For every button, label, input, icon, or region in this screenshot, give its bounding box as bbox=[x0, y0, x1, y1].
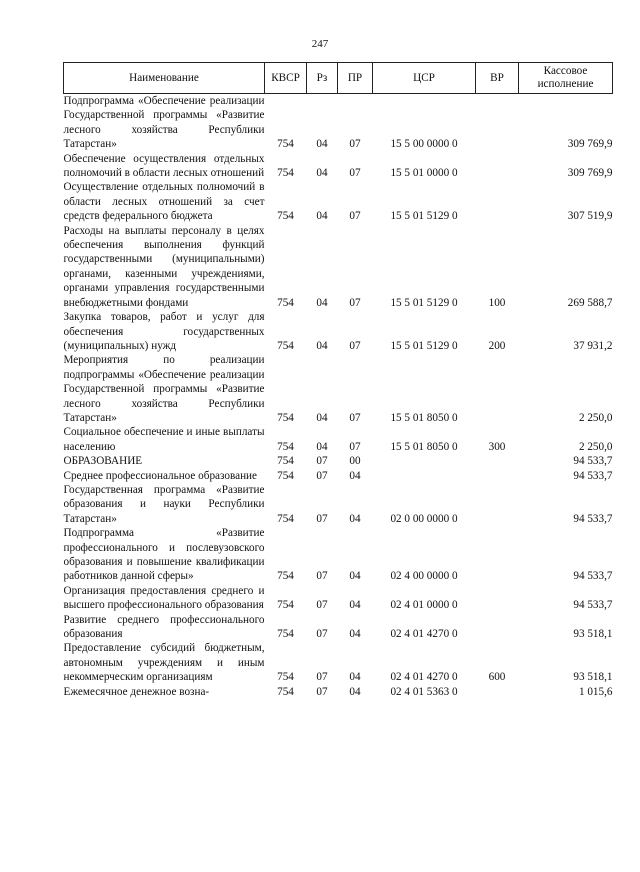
row-rz: 04 bbox=[316, 138, 328, 151]
header-sum: Кассовое исполнение bbox=[519, 63, 613, 94]
row-pr: 07 bbox=[349, 210, 361, 223]
row-vr bbox=[476, 152, 519, 181]
row-csr: 15 5 01 5129 0 bbox=[390, 296, 458, 309]
row-kvsr: 754 bbox=[277, 440, 294, 453]
row-rz: 07 bbox=[316, 671, 328, 684]
row-rz: 04 bbox=[316, 411, 328, 424]
row-pr: 04 bbox=[349, 599, 361, 612]
row-csr: 02 0 00 0000 0 bbox=[390, 512, 458, 525]
row-vr bbox=[476, 613, 519, 642]
row-sum: 94 533,7 bbox=[573, 512, 613, 525]
row-vr bbox=[476, 94, 519, 152]
row-csr: 02 4 01 4270 0 bbox=[390, 628, 458, 641]
row-rz: 04 bbox=[316, 440, 328, 453]
row-name: Подпрограмма «Развитие профессионального и послевузовского образования и повышение квалификации работников данной сферы» bbox=[63, 527, 265, 583]
row-kvsr: 754 bbox=[277, 210, 294, 223]
row-name: Развитие среднего профессионального образования bbox=[63, 613, 265, 641]
table-header-row bbox=[64, 63, 613, 94]
row-kvsr: 754 bbox=[277, 411, 294, 424]
row-vr: 100 bbox=[488, 296, 506, 309]
row-kvsr: 754 bbox=[277, 671, 294, 684]
table-row bbox=[64, 224, 613, 310]
row-name: Социальное обеспечение и иные выплаты населению bbox=[63, 426, 265, 453]
table-row bbox=[64, 152, 613, 181]
row-vr bbox=[476, 584, 519, 613]
row-csr: 02 4 01 4270 0 bbox=[390, 671, 458, 684]
row-sum: 307 519,9 bbox=[567, 210, 613, 223]
row-name: Предоставление субсидий бюджетным, автономным учреждениям и иным некоммерческим организациям bbox=[63, 642, 265, 684]
row-csr bbox=[373, 469, 476, 483]
row-sum: 269 588,7 bbox=[567, 296, 613, 309]
row-csr: 15 5 01 5129 0 bbox=[390, 210, 458, 223]
row-vr bbox=[476, 180, 519, 223]
table-row bbox=[64, 469, 613, 483]
row-sum: 94 533,7 bbox=[573, 599, 613, 612]
row-pr: 04 bbox=[349, 671, 361, 684]
row-kvsr: 754 bbox=[277, 570, 294, 583]
row-name: Подпрограмма «Обеспечение реализации Государственной программы «Развитие лесного хозяйства Республики Татарстан» bbox=[63, 95, 265, 151]
row-pr: 07 bbox=[349, 339, 361, 352]
header-kvsr: КВСР bbox=[265, 63, 307, 94]
row-vr bbox=[476, 526, 519, 584]
header-rz: Рз bbox=[307, 63, 338, 94]
row-pr: 04 bbox=[349, 628, 361, 641]
row-name: Организация предоставления среднего и высшего профессионального образования bbox=[63, 584, 265, 612]
row-name: Среднее профессиональное образование bbox=[63, 469, 258, 482]
header-csr: ЦСР bbox=[373, 63, 476, 94]
row-kvsr: 754 bbox=[277, 685, 294, 698]
row-pr: 07 bbox=[349, 167, 361, 180]
row-pr: 00 bbox=[349, 455, 361, 468]
row-rz: 07 bbox=[316, 599, 328, 612]
page-number: 247 bbox=[311, 38, 329, 50]
row-sum: 309 769,9 bbox=[567, 138, 613, 151]
row-sum: 2 250,0 bbox=[578, 440, 613, 453]
row-csr: 15 5 01 5129 0 bbox=[390, 339, 458, 352]
header-pr: ПР bbox=[338, 63, 373, 94]
row-kvsr: 754 bbox=[277, 628, 294, 641]
row-sum: 94 533,7 bbox=[573, 570, 613, 583]
table-row bbox=[64, 584, 613, 613]
table-row bbox=[64, 353, 613, 425]
table-row bbox=[64, 94, 613, 152]
row-name: Ежемесячное денежное возна- bbox=[63, 685, 210, 698]
row-vr bbox=[476, 685, 519, 699]
row-kvsr: 754 bbox=[277, 455, 294, 468]
row-pr: 07 bbox=[349, 138, 361, 151]
table-row bbox=[64, 613, 613, 642]
row-csr bbox=[373, 454, 476, 468]
row-kvsr: 754 bbox=[277, 339, 294, 352]
row-kvsr: 754 bbox=[277, 512, 294, 525]
row-sum: 1 015,6 bbox=[578, 685, 613, 698]
row-csr: 15 5 01 8050 0 bbox=[390, 411, 458, 424]
row-rz: 04 bbox=[316, 167, 328, 180]
row-csr: 02 4 01 0000 0 bbox=[390, 599, 458, 612]
row-rz: 07 bbox=[316, 455, 328, 468]
header-name: Наименование bbox=[64, 63, 265, 94]
row-name: Государственная программа «Развитие образования и науки Республики Татарстан» bbox=[63, 483, 265, 525]
row-csr: 02 4 00 0000 0 bbox=[390, 570, 458, 583]
row-rz: 07 bbox=[316, 570, 328, 583]
table-row bbox=[64, 685, 613, 699]
row-rz: 07 bbox=[316, 469, 328, 482]
row-pr: 07 bbox=[349, 440, 361, 453]
row-rz: 07 bbox=[316, 512, 328, 525]
row-rz: 07 bbox=[316, 628, 328, 641]
row-csr: 15 5 01 8050 0 bbox=[390, 440, 458, 453]
table-row bbox=[64, 483, 613, 526]
table-row bbox=[64, 180, 613, 223]
row-name: Осуществление отдельных полномочий в области лесных отношений за счет средств федерального бюджета bbox=[63, 181, 265, 223]
row-kvsr: 754 bbox=[277, 469, 294, 482]
row-kvsr: 754 bbox=[277, 167, 294, 180]
row-sum: 94 533,7 bbox=[573, 469, 613, 482]
budget-execution-table bbox=[63, 62, 613, 699]
row-rz: 07 bbox=[316, 685, 328, 698]
row-name: Закупка товаров, работ и услуг для обеспечения государственных (муниципальных) нужд bbox=[63, 311, 265, 352]
row-sum: 309 769,9 bbox=[567, 167, 613, 180]
row-pr: 04 bbox=[349, 685, 361, 698]
row-pr: 04 bbox=[349, 570, 361, 583]
row-rz: 04 bbox=[316, 210, 328, 223]
row-kvsr: 754 bbox=[277, 599, 294, 612]
row-name: Расходы на выплаты персоналу в целях обеспечения выполнения функций государственными (муниципальными) органами, казенными учреждениями, органами управления государственными внебюджетными фондами bbox=[63, 224, 265, 309]
row-sum: 94 533,7 bbox=[573, 455, 613, 468]
table-row bbox=[64, 425, 613, 454]
row-vr bbox=[476, 483, 519, 526]
row-pr: 07 bbox=[349, 296, 361, 309]
row-sum: 93 518,1 bbox=[573, 628, 613, 641]
row-name: Мероприятия по реализации подпрограммы «Обеспечение реализации Государственной программы «Развитие лесного хозяйства Республики Татарстан» bbox=[63, 354, 265, 424]
row-sum: 37 931,2 bbox=[573, 339, 613, 352]
row-pr: 04 bbox=[349, 469, 361, 482]
table-row bbox=[64, 526, 613, 584]
row-vr bbox=[476, 353, 519, 425]
row-kvsr: 754 bbox=[277, 138, 294, 151]
table-body bbox=[64, 94, 613, 700]
row-name: Обеспечение осуществления отдельных полномочий в области лесных отношений bbox=[63, 152, 265, 180]
row-vr: 200 bbox=[488, 339, 506, 352]
row-vr bbox=[476, 454, 519, 468]
row-csr: 02 4 01 5363 0 bbox=[390, 685, 458, 698]
row-pr: 07 bbox=[349, 411, 361, 424]
row-vr: 600 bbox=[488, 671, 506, 684]
row-sum: 93 518,1 bbox=[573, 671, 613, 684]
row-sum: 2 250,0 bbox=[578, 411, 613, 424]
table-row bbox=[64, 641, 613, 684]
row-vr: 300 bbox=[488, 440, 506, 453]
row-rz: 04 bbox=[316, 339, 328, 352]
row-rz: 04 bbox=[316, 296, 328, 309]
table-row bbox=[64, 454, 613, 468]
row-csr: 15 5 01 0000 0 bbox=[390, 167, 458, 180]
row-name: ОБРАЗОВАНИЕ bbox=[63, 455, 143, 468]
row-vr bbox=[476, 469, 519, 483]
table-row bbox=[64, 310, 613, 353]
row-kvsr: 754 bbox=[277, 296, 294, 309]
row-csr: 15 5 00 0000 0 bbox=[390, 138, 458, 151]
header-vr: ВР bbox=[476, 63, 519, 94]
row-pr: 04 bbox=[349, 512, 361, 525]
